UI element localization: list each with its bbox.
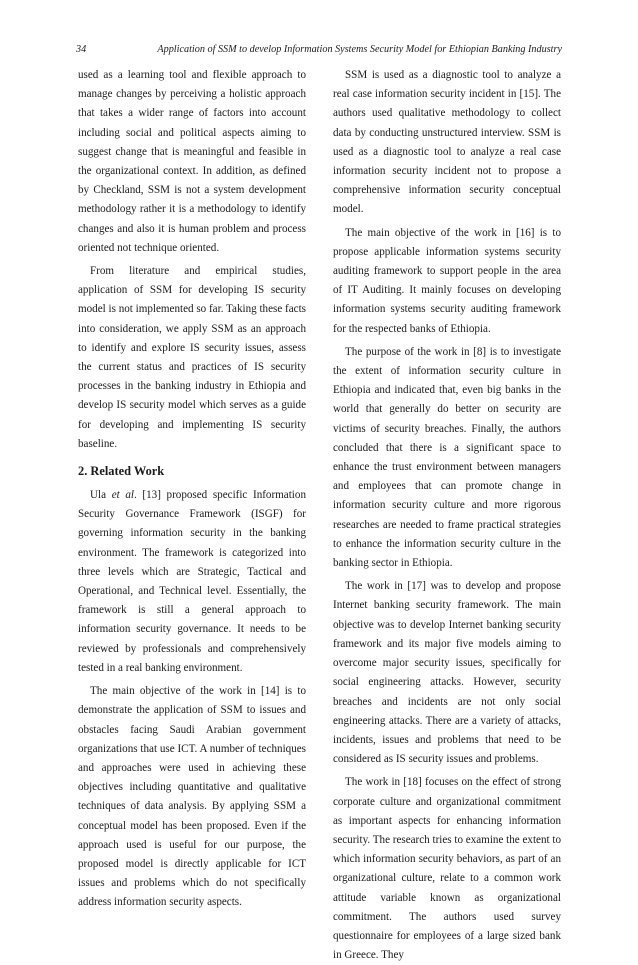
left-column (78, 66, 306, 913)
paragraph: The main objective of the work in [16] is to propose applicable information systems security auditing framework to support people in the area of IT Auditing. It mainly focuses on developing information systems security auditing framework for the respected banks of Ethiopia. (333, 226, 561, 335)
paragraph: The main objective of the work in [14] is to demonstrate the application of SSM to issues and obstacles facing Saudi Arabian government organizations that use ICT. A number of techniques and approaches were used in achieving these objectives including quantitative and qualitative techniques of data analysis. By applying SSM a conceptual model has been proposed. Even if the approach used is useful for our purpose, the proposed model is directly applicable for ICT issues and problems which do not specifically address information security aspects. (78, 685, 306, 909)
running-title: Application of SSM to develop Information Systems Security Model for Ethiopian Banking Industry (157, 44, 562, 55)
paragraph (78, 486, 306, 678)
paragraph: The work in [17] was to develop and propose Internet banking security framework. The main objective was to develop Internet banking security framework and its major five models aiming to overcome major security issues, specifically for social engineering attacks. However, security breaches and incidents are not only social engineering attacks. There are a variety of attacks, incidents, issues and problems that need to be considered as IS security issues and problems. (333, 580, 561, 766)
author-name: Ula (90, 489, 107, 502)
paragraph: From literature and empirical studies, application of SSM for developing IS security model is not implemented so far. Taking these facts into consideration, we apply SSM as an approach to identify and explore IS security issues, assess the current status and practices of IS security processes in the banking industry in Ethiopia and develop IS security model which serves as a guide for developing and implementing IS security baseline. (78, 265, 306, 450)
paragraph-text: . [13] proposed specific Information Security Governance Framework (ISGF) for governing information security in the banking environment. The framework is categorized into three levels which are Strategic, Tactical and Operational, and Technical level. Essentially, the framework is still a general approach to information security governance. It needs to be reviewed by professionals and comprehensively tested in a real banking environment. (78, 489, 306, 674)
section-heading: 2. Related Work (78, 464, 165, 479)
paragraph: The purpose of the work in [8] is to investigate the extent of information security culture in Ethiopia and indicated that, even big banks in the world that generally do better on security are victims of security breaches. Finally, the authors concluded that there is a significant space to enhance the trust environment between managers and employees that can promote change in information security culture and more rigorous researches are needed to frame practical strategies to enhance the information security culture in the banking sector in Ethiopia. (333, 345, 561, 570)
paragraph: The work in [18] focuses on the effect of strong corporate culture and organizational commitment as important aspects for enhancing information security. The research tries to examine the extent to which information security behaviors, as part of an organizational culture, relate to a common work attitude variable known as organizational commitment. The authors used survey questionnaire for employees of a large sized bank in Greece. They (333, 776, 561, 962)
page-header (76, 44, 562, 58)
right-column (333, 66, 561, 965)
page-number: 34 (76, 44, 87, 55)
paragraph: SSM is used as a diagnostic tool to analyze a real case information security incident in [15]. The authors used qualitative methodology to collect data by conducting unstructured interview. SSM is used as a diagnostic tool to analyze a real case information security incident not to propose a comprehensive information security conceptual model. (333, 69, 561, 216)
et-al: et al (111, 489, 134, 502)
paragraph: used as a learning tool and flexible approach to manage changes by perceiving a holistic approach that takes a wider range of factors into account including social and political aspects aiming to suggest change that is meaningful and feasible in the organizational context. In addition, as defined by Checkland, SSM is not a system development methodology rather it is a methodology to identify changes and also it is human problem and process oriented not technique oriented. (78, 69, 306, 254)
